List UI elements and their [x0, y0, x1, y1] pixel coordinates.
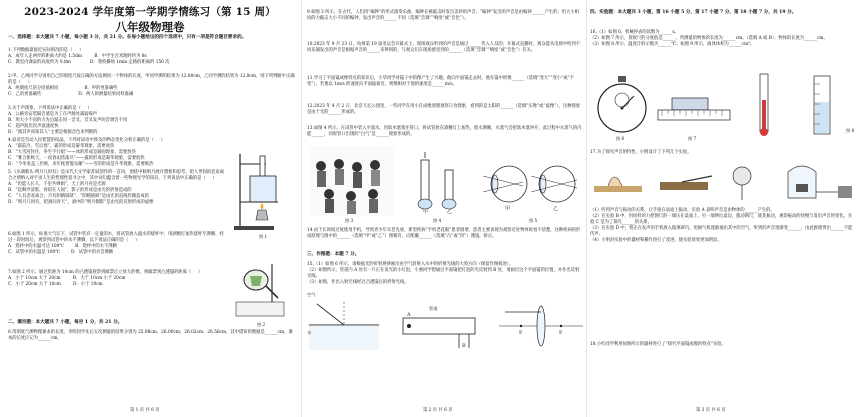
figure-5-eye-diagram — [483, 156, 583, 212]
page-2-footer: 第 2 页 共 6 页 — [423, 408, 453, 413]
figure-3-caption: 图 3 — [345, 218, 354, 223]
figure-8-caption: 图 8 — [846, 128, 855, 133]
section2-header: 二、填空题：本大题共 7 小题，每空 1 分，共 21 分。 — [8, 320, 123, 325]
label-pipe: 管道 — [429, 306, 438, 311]
figure-5-caption: 图 5 — [529, 218, 538, 223]
question-14: 14.由于长时间过度使用手机，导致青少年未老先衰，新型疾病“手机老花眼”患者剧增，患者主要表现为观察近处物体时看不清楚，这种疾病的形成原理与图中的______（选填“甲”或“乙”）图相符，应配戴______（选填“凸”或“凹”）透镜，矫正。 — [307, 228, 581, 240]
section3-header: 三、作图题：本题 7 分。 — [307, 252, 360, 257]
svg-text:A: A — [407, 312, 411, 318]
figure-2-magnifier — [232, 258, 292, 320]
question-13: 13.如图 4 所示，在试管中装入少量水，用软木塞塞住管口，将试管放在酒精灯上加热，使水沸腾，水蒸气会把软木塞冲开，此过程中水蒸气的内能______，同时管口出现的“白气”是______现象形成的。 — [307, 126, 582, 138]
svg-text:F: F — [559, 330, 563, 336]
q15-pipe-diagram — [399, 300, 479, 350]
question-12: 12.2023 年 4 月 2 日，北京天坛公园里，一些同学在用小孔成像原理观察日食现象，看到的是太阳的______（选填“实像”或“虚像”），这种现象是由于光的______形成的。 — [307, 104, 581, 116]
question-17-body: （1）听到声音与振动的关系，让手指在桌面上振动，实验 A 表明声音是由物体的______产生的。 （2）在实验 B 中，用同样的力把钢尺的一端压在桌面上，另一端伸出桌边，拨动钢尺，使其振动，观察振动的快慢与发出声音的变化。实验 C 是为了探究______的关系。 （3）在实验 D 中，将正在发声的手机放入玻璃罩内，用抽气机逐渐抽出其中的空气，听到的声音逐渐变______，由此推理得出______不能传声。 （4）小明对实验中的器材和操作进行了改进，使实验效果更加明显。 — [590, 208, 853, 244]
question-6: 6.如图 1 所示，标准大气压下，试管中装有一定量的水，将试管放入盛水的烧杯中，用酒精灯加热烧杯至沸腾，经过一段时间后，观察到试管中的水不沸腾，以下说法正确的是（ ） A．烧杯中的水温可达 100℃ B．烧杯中的水不沸腾 C．试管中的水温是 100℃ D．试管中的水会沸腾 — [8, 232, 224, 256]
q15-refraction-diagram — [309, 300, 379, 350]
question-3: 3.关于声现象，下列说法中正确的是（ ） A．公路旁安装隔音墙是为了在声源处减弱噪声 B．用大小不同的力先后敲击同一音叉，音叉发声的音调会不同 C．超声波比次声波速度快 D．“闻其声而知其人”主要是根据音色来判断的 — [8, 106, 128, 136]
figure-6-stopwatch — [594, 76, 650, 136]
question-4: 4.谚语是劳动人民智慧的结晶，下列对谚语中涉及的物态变化分析正确的是（ ） A．“霜前冷，雪后寒”，霜的形成是凝华现象，需要放热 B．“大雪河封住，冬至不行船”——冰的形成是凝固现象，需要放热 C．“雾合新秋天，一夜春雨皆荡尽”——露的形成是凝华现象，需要放热 D．“今冬麦盖三层被，来年枕着馒头睡”——雪的形成是升华现象，需要吸热 — [8, 138, 166, 168]
figure-4-apparatus — [411, 152, 473, 214]
svg-text:乙: 乙 — [553, 206, 559, 212]
label-water: 水 — [307, 330, 312, 335]
exam-subtitle: 八年级物理卷 — [115, 20, 185, 34]
question-7: 7.如图 2 所示，通过焦距为 10cm 的凸透镜观察到邮票正立放大的像，则邮票到凸透镜的距离（ ） A．小于 10cm 大于 20cm B．大于 10cm 小于 20cm C．小于 20cm 大于 10cm D．小于 10cm — [8, 270, 203, 288]
q17-experiment-figures — [592, 158, 856, 204]
question-11: 11.学习了平面镜成像特点的知识后，小华同学对镜子中的像产生了兴趣。他向平面镜走去时，他在镜中的像______（选填“变大”“变小”或“不变”），若他以 1m/s 的速度向平面镜靠近，则像相对于他的速度是______m/s。 — [307, 76, 575, 88]
page-1 — [0, 0, 300, 417]
question-18: 18.小红同学利用如图所示的器材进行了“探究平面镜成像的特点”实验。 — [590, 342, 726, 347]
label-air: 空气 — [307, 292, 316, 297]
page-1-footer: 第 1 页 共 6 页 — [130, 408, 160, 413]
question-1: 1.下列数据最接近实际情况的是（ ） A．成年人走两步的距离大约是 1.5dm B．中学生百米跑时约为 8s C．教室内课桌的高度约为 0.8m D．我校操场 1min 走路的距离约 150 次 — [8, 48, 170, 66]
svg-text:B: B — [462, 343, 466, 349]
question-8: 8.用刻度尺测物理课本的长度，李明同学先后五次测量的结果分别为 25.98cm、26.00cm、26.02cm、26.56cm，其中错误的数据是______cm，课本的长度应记为______cm。 — [8, 330, 293, 342]
page-2 — [303, 0, 585, 417]
figure-2-caption: 图 2 — [257, 322, 266, 327]
question-9: 9.如图 3 所示，在古代，人们用“编钟”的形式演奏乐曲，编钟在被敲击时发出美妙的声音，“编钟”发出的声音是由编钟______产生的；用大小相同的力敲击大小不同的编钟，发出声音的______不同（选填“音调”“响度”或“音色”）。 — [307, 10, 579, 22]
figure-1-beaker-apparatus — [232, 150, 296, 232]
question-16: 16.（1）如图 6，机械停表的读数为______s。 （2）如图 7 所示，刻度尺的分度值是______，所测量的物体的长度为______cm。（选填 A 或 B）；物体的长度为______cm。 （3）如图 8 所示，温度计的示数为______℃；如图 9 所示，液体体积为______cm³。 — [590, 30, 828, 48]
figure-7-ruler — [656, 96, 732, 126]
figure-1-caption: 图 1 — [259, 234, 268, 239]
svg-text:甲: 甲 — [505, 206, 511, 212]
question-17: 17.为了探究声音的特性，小明设计了下列几个实验。 — [590, 150, 692, 155]
section4-header: 四、实验题：本大题共 3 小题，第 16 小题 5 分，第 17 小题 7 分，第 18 小题 7 分，共 19 分。 — [590, 10, 797, 15]
svg-text:甲: 甲 — [423, 209, 429, 214]
question-10: 10.2023 年 9 月 23 日，杭州第 19 届亚运会开幕式上，现场观众听到的声音是通过______传入人耳的；开幕式直播时，观众能从电视中听到不同乐器发出的声音是根据声音的______来辨别的，与观众们在现场感受到的______（选填“音调”“响度”或“音色”）有关。 — [307, 42, 581, 54]
section1-header: 一、选择题：本大题共 7 小题，每小题 3 分，共 21 分。在每小题给出的四个选项中，只有一项是符合题目要求的。 — [8, 35, 247, 40]
q15-lens-diagram — [499, 300, 583, 350]
question-2: 2.甲、乙两同学分别用自己的刻度尺按正确的方法测同一个物体的长度，甲同学测的结果为 12.80cm，乙同学测的结果为 12.8cm，则下列判断中正确的是（ ） A．两刻度尺的分度值相同 B．甲的更准确些 C．乙的更准确些 D．两人的测量结果同样准确 — [8, 74, 295, 98]
svg-text:乙: 乙 — [447, 209, 453, 214]
figure-8-thermometer — [748, 72, 854, 138]
figure-4-caption: 图 4 — [433, 218, 442, 223]
figure-6-caption: 图 6 — [616, 136, 625, 141]
page-3 — [588, 0, 860, 417]
svg-text:F: F — [519, 330, 523, 336]
exam-title: 2023-2024 学年度第一学期学情练习（第 15 周） — [24, 6, 276, 18]
question-5: 5.《水调歌头·明月几时有》是宋代大文学家苏轼创作的一首词，围绕中秋明月展开想象和思考，把人世间的悲欢离合之情纳入对宇宙人生的哲理性追寻之中，其中词句蕴含着一些物理光学的知识，下列说法中正确的是（ ） A．“但愿人长久，千里共婵娟”，天上的月亮是光源 B．“起舞弄清影，何似在人间”，影子的形成是由光的折射造成的 C．“人有悲欢离合，月有阴晴圆缺”，“阴晴圆缺”是由光的直线传播造成的 D．“明月几时有，把酒问青天”，酒中的“明月倒影”是由光的反射形成的虚像 — [8, 170, 225, 206]
page-3-footer: 第 3 页 共 6 页 — [696, 408, 726, 413]
figure-7-caption: 图 7 — [688, 136, 697, 141]
question-15: 15.（1）如图 6 所示，请根据光的折射规律画出由空气斜射入水中的折射光线的大致方向（保留作图痕迹）。 （2）如图所示，管道内 A 处有一只正在发光的小灯泡，小強同学想通过平面镜把灯泡的光反射到 B 处，请画出这个平面镜的位置，并作出反射光线。 （3）如图，作出入射光线经过凸透镜后的折射光线。 — [307, 262, 580, 286]
figure-3-illustration — [309, 146, 395, 216]
